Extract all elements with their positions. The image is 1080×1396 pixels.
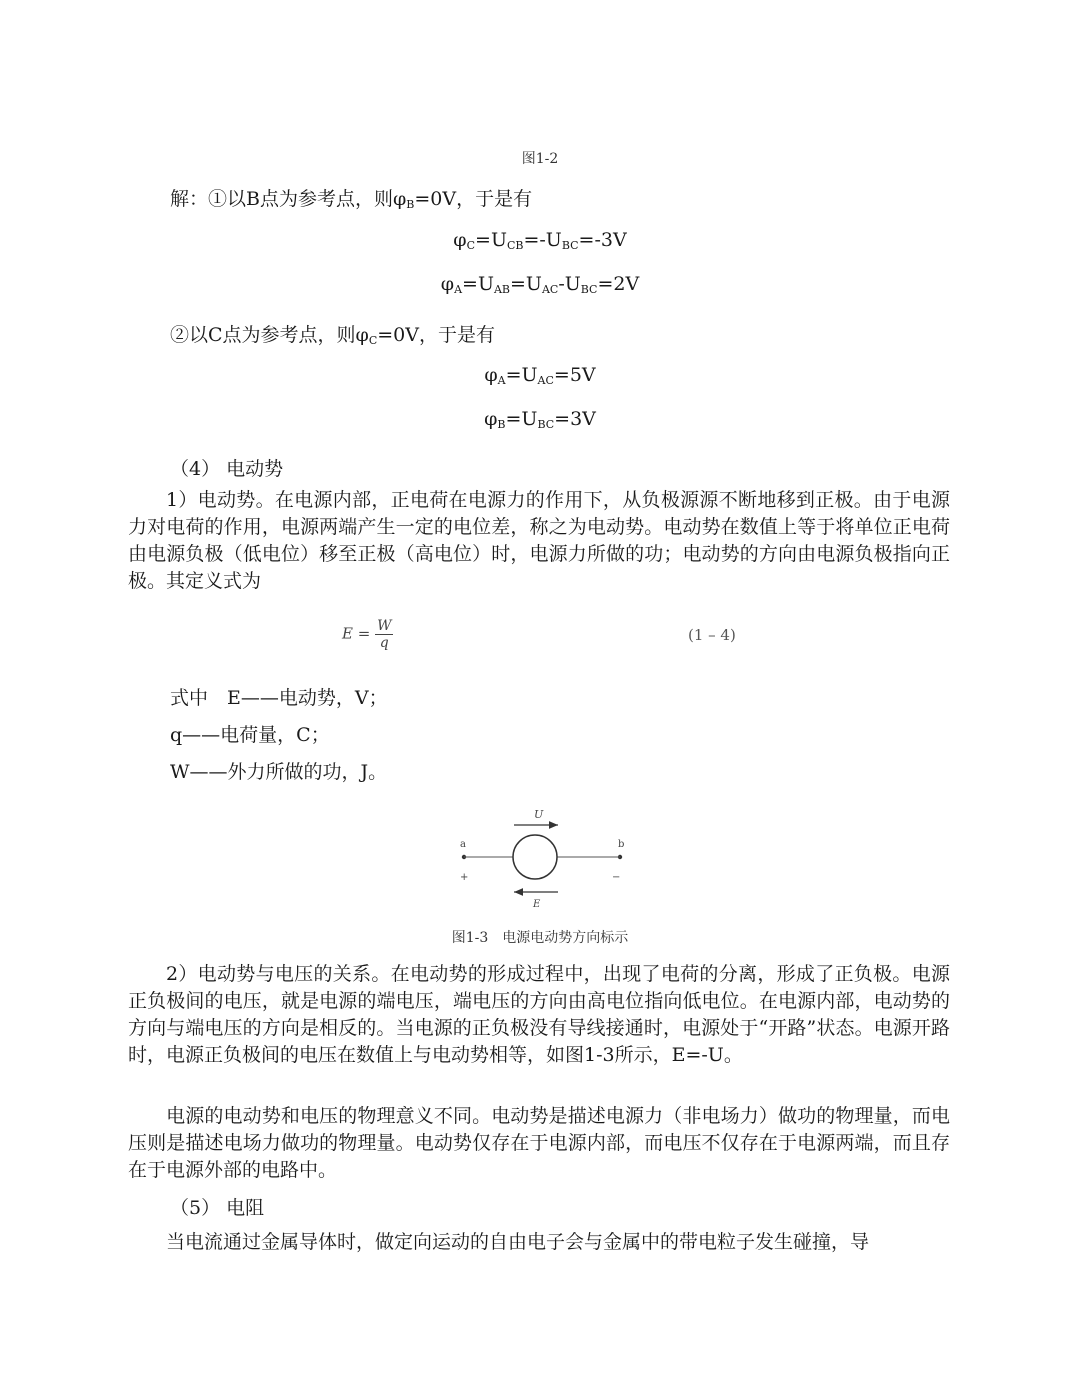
label-u: U xyxy=(534,808,544,821)
section-heading-emf: （4） 电动势 xyxy=(170,458,284,480)
solution-step-1: 解：①以B点为参考点，则$\varphi_B=0V$，于是有 xyxy=(170,188,533,211)
equation-phi-a: $\varphi_A=U_{AB}=U_{AC}-U_{BC}=2V$ xyxy=(440,273,640,296)
equation-phi-b: $\varphi_B=U_{BC}=3V$ xyxy=(484,408,596,431)
paragraph-emf-voltage-difference: 电源的电动势和电压的物理意义不同。电动势是描述电源力（非电场力）做功的物理量，而电压则是描述电场力做功的物理量。电动势仅存在于电源内部，而电压不仅存在于电源两端，而且存在于电源外部的电路中。 xyxy=(128,1105,950,1181)
label-e: E xyxy=(533,899,541,910)
equation-phi-c: $\varphi_C=U_{CB}=-U_{BC}=-3V$ xyxy=(453,229,627,252)
where-clause-q: q——电荷量，C； xyxy=(170,724,330,746)
where-clause-w: W——外力所做的功，J。 xyxy=(170,761,388,783)
plus-sign: + xyxy=(460,872,469,883)
formula-denominator: q xyxy=(379,635,389,651)
formula-number: (1 – 4) xyxy=(688,626,736,644)
paragraph-emf-voltage-relation: 2）电动势与电压的关系。在电动势的形成过程中，出现了电荷的分离，形成了正负极。电源正负极间的电压，就是电源的端电压，端电压的方向由高电位指向低电位。在电源内部，电动势的方向与端电压的方向是相反的。当电源的正负极没有导线接通时，电源处于“开路”状态。电源开路时，电源正负极间的电压在数值上与电动势相等，如图1-3所示，E=-U。 xyxy=(128,963,950,1066)
where-clause-e: 式中 E——电动势，V； xyxy=(170,687,388,709)
formula-numerator: W xyxy=(377,618,392,634)
paragraph-emf-definition: 1）电动势。在电源内部，正电荷在电源力的作用下，从负极源源不断地移到正极。由于电源力对电荷的作用，电源两端产生一定的电位差，称之为电动势。电动势在数值上等于将单位正电荷由电源负极（低电位）移至正极（高电位）时，电源力所做的功；电动势的方向由电源负极指向正极。其定义式为 xyxy=(128,489,950,592)
terminal-b-label: b xyxy=(618,839,625,850)
figure-1-2-caption: 图1-2 xyxy=(521,151,559,167)
figure-1-3-caption: 图1-3 电源电动势方向标示 xyxy=(451,930,629,946)
source-circle xyxy=(513,835,557,879)
paragraph-resistance: 当电流通过金属导体时，做定向运动的自由电子会与金属中的带电粒子发生碰撞，导 xyxy=(166,1231,870,1253)
formula-emf: E = $\frac{W}{q}$ xyxy=(342,618,392,651)
equation-phi-a-2: $\varphi_A=U_{AC}=5V$ xyxy=(484,364,596,387)
figure-1-3-diagram xyxy=(440,800,640,912)
minus-sign: − xyxy=(612,872,621,883)
terminal-a-label: a xyxy=(460,839,466,850)
section-heading-resistance: （5） 电阻 xyxy=(170,1197,265,1219)
solution-step-2: ②以C点为参考点，则$\varphi_C=0V$，于是有 xyxy=(170,324,495,347)
